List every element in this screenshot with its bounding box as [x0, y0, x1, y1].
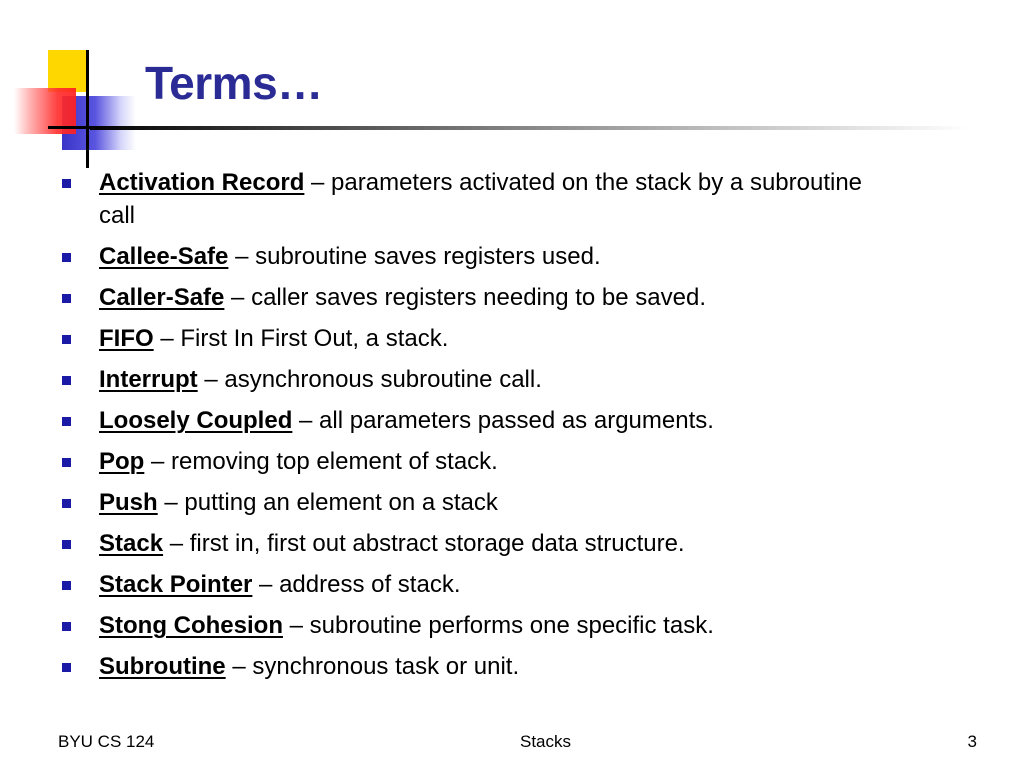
- list-item: [62, 527, 962, 560]
- page-number: 3: [967, 732, 977, 751]
- term-name: Push: [99, 489, 158, 516]
- term-name: Callee-Safe: [99, 243, 229, 270]
- term-name: Subroutine: [99, 653, 226, 680]
- slide-title: Terms…: [145, 57, 323, 109]
- list-item: [62, 650, 962, 683]
- term-definition: – first in, first out abstract storage data structure.: [163, 530, 685, 557]
- term-name: Interrupt: [99, 366, 198, 393]
- bullet-icon: [62, 253, 71, 262]
- term-name: Activation Record: [99, 169, 305, 196]
- logo-yellow-square: [48, 50, 88, 92]
- bullet-icon: [62, 663, 71, 672]
- term-entry: [99, 527, 899, 560]
- term-name: Pop: [99, 448, 145, 475]
- list-item: [62, 404, 962, 437]
- bullet-icon: [62, 294, 71, 303]
- bullet-icon: [62, 458, 71, 467]
- term-definition: – removing top element of stack.: [144, 448, 498, 475]
- bullet-icon: [62, 499, 71, 508]
- term-entry: [99, 609, 899, 642]
- list-item: [62, 486, 962, 519]
- terms-list: [62, 166, 962, 691]
- term-definition: – parameters activated on the stack by a subroutine call: [99, 169, 863, 229]
- bullet-icon: [62, 376, 71, 385]
- bullet-icon: [62, 335, 71, 344]
- term-definition: – synchronous task or unit.: [225, 653, 520, 680]
- term-definition: – First In First Out, a stack.: [153, 325, 449, 352]
- term-name: FIFO: [99, 325, 154, 352]
- term-entry: [99, 486, 899, 519]
- term-entry: [99, 404, 899, 437]
- term-entry: [99, 363, 899, 396]
- term-entry: [99, 281, 899, 314]
- bullet-icon: [62, 417, 71, 426]
- term-entry: [99, 240, 899, 273]
- term-definition: – asynchronous subroutine call.: [197, 366, 542, 393]
- list-item: [62, 363, 962, 396]
- term-definition: – putting an element on a stack: [157, 489, 498, 516]
- term-name: Stack: [99, 530, 164, 557]
- term-definition: – caller saves registers needing to be saved.: [224, 284, 706, 311]
- term-name: Loosely Coupled: [99, 407, 293, 434]
- bullet-icon: [62, 581, 71, 590]
- footer-topic: Stacks: [520, 732, 572, 751]
- title-underline-rule: [90, 126, 970, 130]
- logo-vertical-line: [86, 50, 89, 168]
- term-entry: [99, 650, 899, 683]
- term-entry: [99, 568, 899, 601]
- bullet-icon: [62, 179, 71, 188]
- term-name: Caller-Safe: [99, 284, 225, 311]
- list-item: [62, 240, 962, 273]
- list-item: [62, 281, 962, 314]
- list-item: [62, 166, 962, 232]
- bullet-icon: [62, 622, 71, 631]
- list-item: [62, 609, 962, 642]
- term-name: Stack Pointer: [99, 571, 253, 598]
- list-item: [62, 568, 962, 601]
- bullet-icon: [62, 540, 71, 549]
- term-definition: – subroutine saves registers used.: [228, 243, 601, 270]
- list-item: [62, 322, 962, 355]
- decorative-logo: [0, 0, 160, 175]
- term-definition: – subroutine performs one specific task.: [282, 612, 714, 639]
- term-entry: [99, 445, 899, 478]
- term-definition: – all parameters passed as arguments.: [292, 407, 714, 434]
- term-name: Stong Cohesion: [99, 612, 283, 639]
- list-item: [62, 445, 962, 478]
- term-definition: – address of stack.: [252, 571, 461, 598]
- footer-course: BYU CS 124: [58, 732, 155, 751]
- term-entry: [99, 322, 899, 355]
- term-entry: [99, 166, 899, 232]
